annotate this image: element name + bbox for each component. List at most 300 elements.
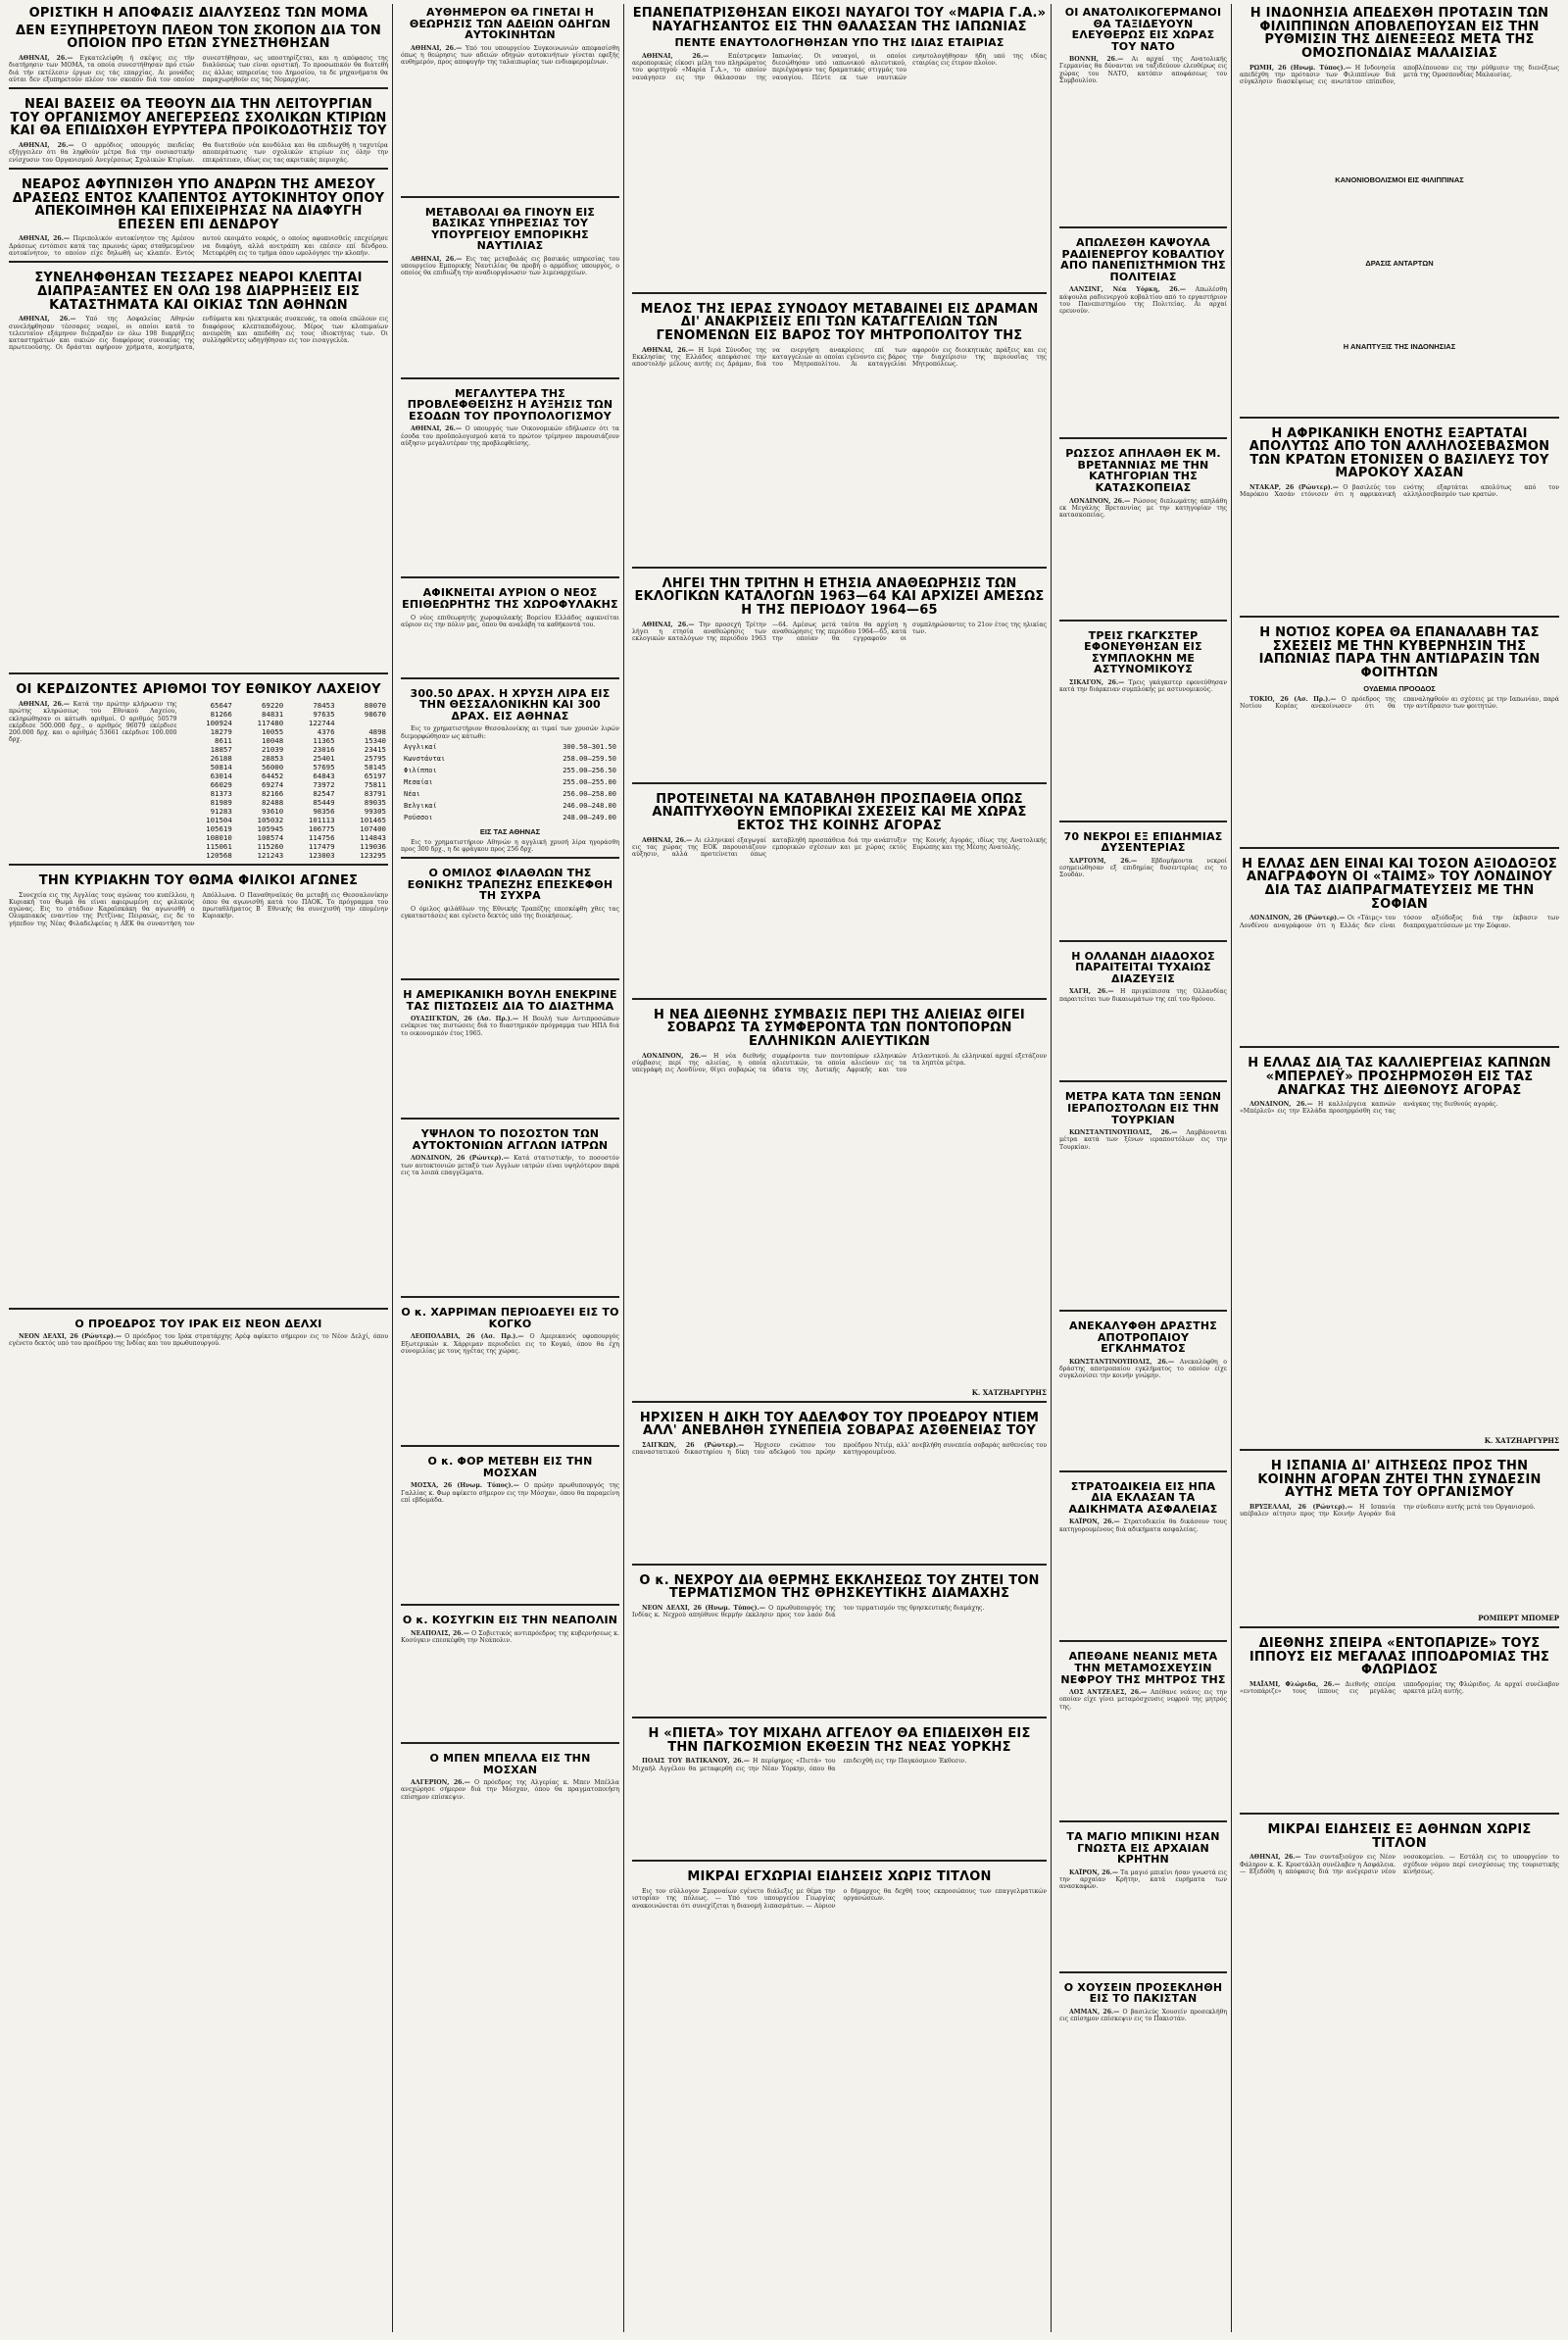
column-2 (397, 4, 624, 2332)
article-text: Ο Αμερικανός υφυπουργός Εξωτερικών κ. Χάρριμαν περιοδεύει εις το Κογκό, όπου θα έχη συνομιλίας με τους ηγέτας της χώρας. (401, 1333, 619, 1355)
article-gold-sovereign (401, 685, 619, 860)
article-burley-tobacco (1240, 1054, 1559, 1451)
article-text: Ο πρόεδρος της Νοτίου Κορέας ανεκοίνωσεν ότι θα επαναληφθούν αι σχέσεις με την Ιαπωνίαν, παρά την αντίδρασιν των φοιτητών. (1240, 695, 1559, 710)
article-hussein (1059, 1979, 1227, 2027)
filler-text (1240, 354, 1559, 413)
headline: ΑΥΘΗΜΕΡΟΝ ΘΑ ΓΙΝΕΤΑΙ Η ΘΕΩΡΗΣΙΣ ΤΩΝ ΑΔΕΙΩΝ ΟΔΗΓΩΝ ΑΥΤΟΚΙΝΗΤΩΝ (409, 6, 612, 42)
lottery-row (182, 833, 388, 842)
article-body (632, 1758, 1047, 1856)
article-body (632, 347, 1047, 563)
article-korea (1240, 623, 1559, 849)
article-text: Ο πρόεδρος της Αλγερίας κ. Μπεν Μπέλλα ανεχώρησε σήμερον διά την Μόσχαν, όπου θα πραγματοποιήση επίσημον επίσκεψιν. (401, 1779, 619, 1801)
column-1 (5, 4, 393, 2332)
article-text: Η νέα διεθνής σύμβασις περί της αλιείας, η οποία υπεγράφη εις Λονδίνον, θίγει σοβαρώς τα συμφέροντα των ποντοπόρων ελληνικών αλιευτικών, τα οποία αλιεύουν εις τα ύδατα της Δυτικής Αφρικής και του Ατλαντικού. Αι ελληνικαί αρχαί εξετάζουν τα ληπτέα μέτρα. (632, 1052, 1047, 1074)
lottery-number: 15340 (364, 735, 386, 745)
headline: Η ΑΦΡΙΚΑΝΙΚΗ ΕΝΟΤΗΣ ΕΞΑΡΤΑΤΑΙ ΑΠΟΛΥΤΩΣ ΑΠΟ ΤΟΝ ΑΛΛΗΛΟΣΕΒΑΣΜΟΝ ΤΩΝ ΚΡΑΤΩΝ ΕΤΟΝΙΣΕΝ Ο ΒΑΣΙΛΕΥΣ ΤΟΥ ΜΑΡΟΚΟΥ ΧΑΣΑΝ (1249, 425, 1550, 481)
lottery-number: 11365 (313, 735, 335, 745)
coin-price: 256.00—258.00 (563, 789, 616, 798)
article-text: Οι «Τάιμς» του Λονδίνου αναγράφουν ότι η Ελλάς δεν είναι τόσον αξιόδοξος διά την έκβασιν των διαπραγματεύσεων με την Σόφιαν. (1240, 915, 1559, 929)
article-body (1240, 1504, 1559, 1612)
subheadline: ΠΕΝΤΕ ΕΝΑΥΤΟΛΟΓΗΘΗΣΑΝ ΥΠΟ ΤΗΣ ΙΔΙΑΣ ΕΤΑΙΡΙΑΣ (674, 36, 1004, 50)
article-text: Ήρχισεν ενώπιον του επαναστατικού δικαστηρίου η δίκη του αδελφού του πρώην προέδρου Ντιέμ, αλλ' ανεβλήθη συνεπεία σοβαράς ασθενείας του κατηγορουμένου. (632, 1441, 1047, 1457)
article-body (632, 1442, 1047, 1560)
lottery-number: 63014 (210, 771, 232, 780)
dateline: ΚΑΪΡΟΝ, 26.— (1069, 1519, 1120, 1526)
article-burglars (9, 269, 388, 674)
article-budget (401, 385, 619, 579)
dateline: ΛΟΝΔΙΝΟΝ, 26 (Ρώυτερ).— (1250, 915, 1346, 922)
article-diem-trial (632, 1409, 1047, 1566)
article-text: Εις τας μεταβολάς εις βασικάς υπηρεσίας του υπουργείου Εμπορικής Ναυτιλίας θα προβή ο αρμόδιος υπουργός, ο οποίος θα επιδιώξη την αναδιοργάνωσιν των λιμεναρχείων. (401, 255, 619, 277)
headline: 300.50 ΔΡΑΧ. Η ΧΡΥΣΗ ΛΙΡΑ ΕΙΣ ΤΗΝ ΘΕΣΣΑΛΟΝΙΚΗΝ ΚΑΙ 300 ΔΡΑΧ. ΕΙΣ ΑΘΗΝΑΣ (410, 686, 611, 722)
article-body (1240, 65, 1559, 173)
article-body (9, 892, 388, 1304)
headline: ΜΕΓΑΛΥΤΕΡΑ ΤΗΣ ΠΡΟΒΛΕΦΘΕΙΣΗΣ Η ΑΥΞΗΣΙΣ ΤΩΝ ΕΣΟΔΩΝ ΤΟΥ ΠΡΟΥΠΟΛΟΓΙΣΜΟΥ (407, 386, 613, 423)
rate-row (403, 754, 617, 764)
dateline: ΡΩΜΗ, 26 (Ηνωμ. Τύπος).— (1250, 64, 1351, 72)
dateline: ΑΘΗΝΑΙ, 26.— (1250, 1854, 1301, 1862)
subheading: ΔΡΑΣΙΣ ΑΝΤΑΡΤΩΝ (1365, 258, 1434, 268)
article-fishing-convention (632, 1006, 1047, 1403)
dateline: ΠΟΛΙΣ ΤΟΥ ΒΑΤΙΚΑΝΟΥ, 26.— (642, 1758, 750, 1766)
article-holy-synod (632, 300, 1047, 569)
article-gangsters (1059, 627, 1227, 822)
article-body (401, 1779, 619, 1801)
gold-rates-table (401, 740, 619, 824)
dateline: ΑΘΗΝΑΙ, 26.— (19, 700, 71, 708)
lottery-number: 69220 (261, 700, 284, 710)
article-body (1240, 1101, 1559, 1434)
lottery-row (182, 824, 388, 833)
lottery-number: 81373 (210, 788, 232, 798)
lottery-number: 50814 (210, 762, 232, 772)
lottery-number: 25795 (364, 753, 386, 763)
article-text: Ο νέος επιθεωρητής χωροφυλακής Βορείου Ελλάδος αφικνείται αύριον εις την πόλιν μας, όπου θα αναλάβη τα καθήκοντά του. (401, 614, 619, 628)
dateline: ΑΘΗΝΑΙ, 26.— (411, 255, 463, 263)
headline: ΝΕΑΡΟΣ ΑΦΥΠΝΙΣΘΗ ΥΠΟ ΑΝΔΡΩΝ ΤΗΣ ΑΜΕΣΟΥ ΔΡΑΣΕΩΣ ΕΝΤΟΣ ΚΛΑΠΕΝΤΟΣ ΑΥΤΟΚΙΝΗΤΟΥ ΟΠΟΥ ΑΠΕΚΟΙΜΗΘΗ ΚΑΙ ΕΠΙΧΕΙΡΗΣΑΣ ΝΑ ΔΙΑΦΥΓΗ ΕΠΕΣΕΝ ΕΠΙ ΔΕΝΔΡΟΥ (12, 176, 385, 232)
newspaper-page (5, 4, 1563, 2332)
article-court-martial (1059, 1478, 1227, 1643)
article-text: Λαμβάνονται μέτρα κατά των ξένων ιεραποστόλων εις την Τουρκίαν. (1059, 1129, 1227, 1151)
article-text: Εγκατελείφθη ή σκέψις εις τήν διατήρησιν των ΜΟΜΑ, τα οποία συνεστήθησαν πρό ετών διά τήν εκτέλεσιν έργων εις τάς επαρχίας. Αι μονάδες αύται δεν εξυπηρετούν πλέον τον σκοπόν διά τον οποίον συνεστήθησαν, ως υποστηρίζεται, και η απόφασις της διαλύσεώς των είναι οριστική. Το προσωπικόν θα διατεθή εις άλλας υπηρεσίας του Δημοσίου, τα δε μηχανήματα θα παραχωρηθούν εις τας Νομαρχίας. (9, 54, 388, 83)
article-body (401, 1016, 619, 1114)
dateline: ΛΟΝΔΙΝΟΝ, 26.— (642, 1052, 708, 1060)
headline: Ο ΜΠΕΝ ΜΠΕΛΛΑ ΕΙΣ ΤΗΝ ΜΟΣΧΑΝ (429, 1751, 591, 1776)
lottery-number: 89035 (364, 797, 386, 807)
dateline: ΣΙΚΑΓΟΝ, 26.— (1069, 678, 1125, 686)
article-body (1059, 1689, 1227, 1817)
headline: Ο κ. ΦΟΡ ΜΕΤΕΒΗ ΕΙΣ ΤΗΝ ΜΟΣΧΑΝ (427, 1455, 593, 1479)
article-body (401, 906, 619, 974)
lottery-number: 64452 (261, 771, 284, 780)
article-body (1059, 56, 1227, 223)
article-text: Ο υπουργός των Οικονομικών εδήλωσεν ότι τα έσοδα του προϋπολογισμού κατά το πρώτον τρίμηνον παρουσιάζουν αύξησιν μεγαλυτέραν της προβλεφθείσης. (401, 425, 619, 448)
article-text: Ανεκαλύφθη ο δράστης αποτροπαίου εγκλήματος το οποίον είχε συγκλονίσει την κοινήν γνώμην. (1059, 1358, 1227, 1380)
dateline: ΛΟΝΔΙΝΟΝ, 26.— (1069, 497, 1131, 505)
headline: Η ΝΟΤΙΟΣ ΚΟΡΕΑ ΘΑ ΕΠΑΝΑΛΑΒΗ ΤΑΣ ΣΧΕΣΕΙΣ ΜΕ ΤΗΝ ΚΥΒΕΡΝΗΣΙΝ ΤΗΣ ΙΑΠΩΝΙΑΣ ΠΑΡΑ ΤΗΝ ΑΝΤΙΔΡΑΣΙΝ ΤΩΝ ΦΟΙΤΗΤΩΝ (1258, 625, 1541, 681)
article-text: Ο όμιλος φιλάθλων της Εθνικής Τραπέζης επεσκέφθη χθες τας εγκαταστάσεις και εγένετο δεκτός υπό της διοικήσεως. (401, 906, 619, 921)
byline: ΡΟΜΠΕΡΤ ΜΠΟΜΕΡ (1478, 1614, 1559, 1623)
lottery-number: 83791 (364, 788, 386, 798)
article-spain-ecm (1240, 1457, 1559, 1628)
article-text: Απωλέσθη κάψουλα ραδιενεργού κοβαλτίου από το εργαστήριον του Πανεπιστημίου της Πολιτείας. Αι αρχαί ερευνούν. (1059, 286, 1227, 316)
lottery-number: 101113 (308, 815, 335, 824)
article-athens-news (1240, 1820, 1559, 1879)
article-gendarmerie (401, 584, 619, 678)
article-text: Η Βουλή των Αντιπροσώπων ενέκρινε τας πιστώσεις διά το διαστημικόν πρόγραμμα των ΗΠΑ διά το οικονομικόν έτος 1965. (401, 1016, 619, 1037)
lottery-number: 78453 (313, 700, 335, 710)
headline: Ο κ. ΚΟΣΥΓΚΙΝ ΕΙΣ ΤΗΝ ΝΕΑΠΟΛΙΝ (402, 1614, 618, 1627)
rate-row (403, 801, 617, 811)
article-text: Ο πρόεδρος του Ιράκ στρατάρχης Αρέφ αφίκετο σήμερον εις το Νέον Δελχί, όπου εγένετο δεκτός υπό του προέδρου της Ινδίας και του πρωθυπουργού. (9, 1333, 388, 1348)
article-us-congress (401, 986, 619, 1120)
article-text: Υπό της Ασφαλείας Αθηνών συνελήφθησαν τέσσαρες νεαροί, οι οποίοι κατά το τελευταίον εξάμηνον διέπραξαν εν όλω 198 διαρρήξεις καταστημάτων και οικιών εις διαφόρους συνοικίας της πρωτευούσης. Οι δράσται αφήρουν χρήματα, κοσμήματα, ενδύματα και ηλεκτρικάς συσκευάς, τα οποία επώλουν εις διαφόρους κλεπταποδόχους. Μέρος των κλοπιμαίων ανευρέθη και απεδόθη εις τους ιδιοκτήτας των. Οι συλληφθέντες ωδηγήθησαν εις τον εισαγγελέα. (9, 316, 388, 352)
lottery-number: 122744 (308, 718, 335, 727)
article-body (9, 235, 388, 257)
article-trade-relations (632, 790, 1047, 1000)
lottery-number: 56000 (261, 762, 284, 772)
lottery-number: 101465 (360, 815, 386, 824)
coin-name: Κωνστάνται (404, 754, 446, 763)
rate-row (403, 777, 617, 787)
lottery-number: 98670 (364, 709, 386, 719)
lottery-number: 115260 (257, 841, 284, 851)
dateline: ΛΟΝΔΙΝΟΝ, 26.— (1250, 1101, 1313, 1109)
dateline: ΑΘΗΝΑΙ, 26.— (411, 425, 463, 433)
coin-name: Ρούσσοι (404, 813, 433, 821)
article-body (1240, 696, 1559, 843)
headline: Ο κ. ΧΑΡΡΙΜΑΝ ΠΕΡΙΟΔΕΥΕΙ ΕΙΣ ΤΟ ΚΟΓΚΟ (401, 1306, 619, 1330)
headline: ΑΦΙΚΝΕΙΤΑΙ ΑΥΡΙΟΝ Ο ΝΕΟΣ ΕΠΙΘΕΩΡΗΤΗΣ ΤΗΣ ΧΩΡΟΦΥΛΑΚΗΣ (402, 586, 618, 612)
lottery-number: 65197 (364, 771, 386, 780)
article-body (632, 53, 1047, 288)
article-text: Επέστρεψαν αεροπορικώς είκοσι μέλη του πληρώματος του φορτηγού «Μαρία Γ.Α.», το οποίον ναυάγησεν εις την θάλασσαν της Ιαπωνίας. Οι ναυαγοί, οι οποίοι διεσώθησαν υπό ιαπωνικού αλιευτικού, περιέγραψαν τας δραματικάς στιγμάς του ναυαγίου. Πέντε εκ των ναυτικών ενηυτολογήθησαν ήδη υπό της ιδίας εταιρίας εις έτερον πλοίον. (632, 52, 1047, 81)
headline: Η ΝΕΑ ΔΙΕΘΝΗΣ ΣΥΜΒΑΣΙΣ ΠΕΡΙ ΤΗΣ ΑΛΙΕΙΑΣ ΘΙΓΕΙ ΣΟΒΑΡΩΣ ΤΑ ΣΥΜΦΕΡΟΝΤΑ ΤΩΝ ΠΟΝΤΟΠΟΡΩΝ ΕΛΛΗΝΙΚΩΝ ΑΛΙΕΥΤΙΚΩΝ (654, 1007, 1025, 1049)
article-lottery (9, 680, 388, 866)
lottery-number: 69274 (261, 779, 284, 789)
article-faure (401, 1453, 619, 1606)
lottery-number: 80070 (364, 700, 386, 710)
headline: Ο ΟΜΙΛΟΣ ΦΙΛΑΘΛΩΝ ΤΗΣ ΕΘΝΙΚΗΣ ΤΡΑΠΕΖΗΣ ΕΠΕΣΚΕΦΘΗ ΤΗ ΣΥΧΡΑ (407, 867, 613, 903)
headline: Ο κ. ΝΕΧΡΟΥ ΔΙΑ ΘΕΡΜΗΣ ΕΚΚΛΗΣΕΩΣ ΤΟΥ ΖΗΤΕΙ ΤΟΝ ΤΕΡΜΑΤΙΣΜΟΝ ΤΗΣ ΘΡΗΣΚΕΥΤΙΚΗΣ ΔΙΑΜΑΧΗΣ (639, 1572, 1040, 1602)
headline: ΜΙΚΡΑΙ ΕΙΔΗΣΕΙΣ ΕΞ ΑΘΗΝΩΝ ΧΩΡΙΣ ΤΙΤΛΟΝ (1267, 1822, 1532, 1851)
article-text: Απέθανε νεάνις εις την οποίαν είχε γίνει μεταμόσχευσις νεφρού της μητρός της. (1059, 1689, 1227, 1711)
headline: Ο ΠΡΟΕΔΡΟΣ ΤΟΥ ΙΡΑΚ ΕΙΣ ΝΕΟΝ ΔΕΛΧΙ (74, 1317, 322, 1330)
headline: ΟΙ ΚΕΡΔΙΖΟΝΤΕΣ ΑΡΙΘΜΟΙ ΤΟΥ ΕΘΝΙΚΟΥ ΛΑΧΕΙΟΥ (16, 682, 381, 698)
article-body (9, 701, 176, 860)
lottery-number: 66029 (210, 779, 232, 789)
lottery-row (182, 798, 388, 807)
article-text: Διεθνής σπείρα «εντοπάριζε» τους ίππους εις μεγάλας ιπποδρομίας της Φλώριδος. Αι αρχαί συνέλαβον αρκετά μέλη αυτής. (1240, 1681, 1559, 1696)
coin-price: 248.00—249.00 (563, 813, 616, 821)
article-body (401, 1630, 619, 1738)
article-body (401, 425, 619, 573)
rate-row (403, 742, 617, 752)
column-3 (628, 4, 1052, 2332)
article-body (401, 45, 619, 192)
article-text: Η Ιερά Σύνοδος της Εκκλησίας της Ελλάδος απεφάσισε την αποστολήν μέλους αυτής εις Δράμαν, διά να ενεργήση ανακρίσεις επί των καταγγελιών αι οποίαι εγένοντο εις βάρος του Μητροπολίτου. Αι καταγγελίαι αφορούν εις διοικητικάς πράξεις και εις την διαχείρισιν της περιουσίας της Μητροπόλεως. (632, 346, 1047, 369)
lottery-number: 97635 (313, 709, 335, 719)
lottery-number: 93610 (261, 806, 284, 816)
article-body (401, 725, 619, 740)
article-text: Η Ινδονησία απεδέχθη την πρότασιν των Φιλιππίνων διά σύγκλησιν διασκέψεως εις ανωτάτον επίπεδον, αποβλέπουσαν εις την ρύθμισιν της διενέξεως μετά της Ομοσπονδίας Μαλαισίας. (1240, 64, 1559, 86)
lottery-number: 108010 (206, 832, 232, 842)
lottery-number: 21039 (261, 744, 284, 754)
article-body (401, 839, 619, 854)
lottery-number: 121243 (257, 850, 284, 860)
article-merchant-marine (401, 204, 619, 379)
lottery-row (182, 701, 388, 710)
dateline: ΑΜΜΑΝ, 26.— (1069, 2008, 1120, 2016)
lottery-row (182, 727, 388, 736)
byline: Κ. ΧΑΤΖΗΑΡΓΥΡΗΣ (971, 1387, 1047, 1397)
lottery-number: 123003 (308, 850, 335, 860)
lottery-number: 25401 (313, 753, 335, 763)
article-body (401, 256, 619, 373)
article-body (1240, 915, 1559, 1042)
article-text: Εβδομήκοντα νεκροί εσημειώθησαν εξ επιδημίας δυσεντερίας εις το Σουδάν. (1059, 857, 1227, 879)
article-text: Συνεχεία εις της Αγγλίας τους αγώνας του κυπέλλου, η Κυριακή του Θωμά θα είναι αφιερωμένη εις φιλικούς αγώνας. Εις το στάδιον Καραϊσκάκη θα αγωνισθή ο Ολυμπιακός εναντίον της Ρετζίνας Πειραιώς, εις δε το γήπεδον της Νέας Φιλαδελφείας η ΑΕΚ θα συναντήση τον Απόλλωνα. Ο Παναθηναϊκός θα μεταβή εις Θεσσαλονίκην όπου θα αγωνισθή κατά του ΠΑΟΚ. Το πρόγραμμα του πρωταθλήματος Β΄ Εθνικής θα συνεχισθή την επομένην Κυριακήν. (9, 891, 388, 927)
article-stolen-car (9, 175, 388, 263)
headline: Η ΕΛΛΑΣ ΔΕΝ ΕΙΝΑΙ ΚΑΙ ΤΟΣΟΝ ΑΞΙΟΔΟΞΟΣ ΑΝΑΓΡΑΦΟΥΝ ΟΙ «ΤΑΙΜΣ» ΤΟΥ ΛΟΝΔΙΝΟΥ ΔΙΑ ΤΑΣ ΔΙΑΠΡΑΓΜΑΤΕΥΣΕΙΣ ΜΕ ΤΗΝ ΣΟΦΙΑΝ (1242, 856, 1557, 912)
article-text: Η Ισπανία υπέβαλεν αίτησιν προς την Κοινήν Αγοράν διά την σύνδεσιν αυτής μετά του Οργανισμού. (1240, 1504, 1536, 1519)
headline: ΟΙ ΑΝΑΤΟΛΙΚΟΓΕΡΜΑΝΟΙ ΘΑ ΤΑΞΙΔΕΥΟΥΝ ΕΛΕΥΘΕΡΩΣ ΕΙΣ ΧΩΡΑΣ ΤΟΥ ΝΑΤΟ (1064, 6, 1222, 53)
dateline: ΑΘΗΝΑΙ, 26.— (19, 142, 74, 150)
lottery-row (182, 763, 388, 772)
dateline: ΜΑΪΑΜΙ, Φλώριδα, 26.— (1250, 1681, 1341, 1689)
article-local-news (632, 1867, 1047, 1914)
dateline: ΑΘΗΝΑΙ, 26.— (411, 44, 463, 52)
headline: ΣΤΡΑΤΟΔΙΚΕΙΑ ΕΙΣ ΗΠΑ ΔΙΑ ΕΚΛΑΣΑΝ ΤΑ ΑΔΙΚΗΜΑΤΑ ΑΣΦΑΛΕΙΑΣ (1068, 1479, 1218, 1516)
lottery-number: 57695 (313, 762, 335, 772)
article-east-germans (1059, 4, 1227, 228)
lottery-number: 114756 (308, 832, 335, 842)
article-horse-doping (1240, 1634, 1559, 1815)
lottery-number: 82166 (261, 788, 284, 798)
lottery-number: 105945 (257, 823, 284, 833)
lottery-row (182, 789, 388, 798)
lottery-number: 101504 (206, 815, 232, 824)
article-text: Ο πρωθυπουργός της Ινδίας κ. Νεχρού απηύθυνε θερμήν έκκλησιν προς τον λαόν διά τον τερματισμόν της θρησκευτικής διαμάχης. (632, 1605, 985, 1619)
article-morocco (1240, 424, 1559, 619)
rate-row (403, 789, 617, 799)
article-pieta (632, 1724, 1047, 1862)
article-text: Ο Σοβιετικός αντιπρόεδρος της κυβερνήσεως κ. Κοσύγκιν επεσκέφθη την Νεάπολιν. (401, 1629, 619, 1645)
dateline: ΣΑΙΓΚΩΝ, 26 (Ρώυτερ).— (642, 1441, 745, 1449)
article-text: Κατά την πρώτην κλήρωσιν της πρώτης κληρώσεως του Εθνικού Λαχείου, εκληρώθησαν οι κάτωθι αριθμοί. Ο αριθμός 50579 εκέρδισε 500.000 δρχ., ο αριθμός 96079 εκέρδισε 200.000 δρχ. και ο αριθμός 53661 εκέρδισε 100.000 δρχ. (9, 700, 177, 744)
lottery-number: 114843 (360, 832, 386, 842)
headline: ΑΠΩΛΕΣΘΗ ΚΑΨΟΥΛΑ ΡΑΔΙΕΝΕΡΓΟΥ ΚΟΒΑΛΤΙΟΥ ΑΠΟ ΠΑΝΕΠΙΣΤΗΜΙΟΝ ΤΗΣ ΠΟΛΙΤΕΙΑΣ (1060, 236, 1226, 283)
headline: ΡΩΣΣΟΣ ΑΠΗΛΑΘΗ ΕΚ Μ. ΒΡΕΤΑΝΝΙΑΣ ΜΕ ΤΗΝ ΚΑΤΗΓΟΡΙΑΝ ΤΗΣ ΚΑΤΑΣΚΟΠΕΙΑΣ (1065, 447, 1221, 495)
article-electoral-lists (632, 574, 1047, 784)
lottery-number: 99305 (364, 806, 386, 816)
article-body (632, 837, 1047, 994)
article-body (9, 55, 388, 83)
article-times-sofia (1240, 855, 1559, 1049)
headline: ΔΙΕΘΝΗΣ ΣΠΕΙΡΑ «ΕΝΤΟΠΑΡΙΖΕ» ΤΟΥΣ ΙΠΠΟΥΣ ΕΙΣ ΜΕΓΑΛΑΣ ΙΠΠΟΔΡΟΜΙΑΣ ΤΗΣ ΦΛΩΡΙΔΟΣ (1249, 1636, 1550, 1678)
lottery-number: 105619 (206, 823, 232, 833)
article-text: Τρεις γκάγκστερ εφονεύθησαν κατά την διάρκειαν συμπλοκής με αστυνομικούς. (1059, 678, 1227, 694)
lottery-number: 84831 (261, 709, 284, 719)
article-dysentery (1059, 828, 1227, 942)
article-text: Εις τον σύλλογον Σμυρναίων εγένετο διάλεξις με θέμα την ιστορίαν της πόλεως. — Υπό του υπουργείου Γεωργίας ανακοινώνεται ότι συνεχίζεται η διανομή λιπασμάτων. — Αύριον ο δήμαρχος θα δεχθή τους εκπροσώπους των επαγγελματικών οργανώσεων. (632, 1888, 1047, 1910)
headline: 70 ΝΕΚΡΟΙ ΕΞ ΕΠΙΔΗΜΙΑΣ ΔΥΣΕΝΤΕΡΙΑΣ (1063, 829, 1223, 855)
article-harriman (401, 1304, 619, 1447)
lottery-number: 58145 (364, 762, 386, 772)
lottery-row (182, 851, 388, 860)
lottery-number: 117479 (308, 841, 335, 851)
article-text: Ο βασιλεύς Χουσείν προσεκλήθη εις επίσημον επίσκεψιν εις το Πακιστάν. (1059, 2008, 1227, 2023)
coin-price: 246.00—248.00 (563, 801, 616, 810)
filler-text (1240, 271, 1559, 339)
lottery-number: 105032 (257, 815, 284, 824)
article-text: Στρατοδικεία θα δικάσουν τους κατηγορουμένους διά αδικήματα ασφαλείας. (1059, 1519, 1227, 1533)
lottery-number: 106775 (308, 823, 335, 833)
subheadline: ΔΕΝ ΕΞΥΠΗΡΕΤΟΥΝ ΠΛΕΟΝ ΤΟΝ ΣΚΟΠΟΝ ΔΙΑ ΤΟΝ ΟΠΟΙΟΝ ΠΡΟ ΕΤΩΝ ΣΥΝΕΣΤΗΘΗΣΑΝ (16, 23, 381, 52)
lottery-number: 115061 (206, 841, 232, 851)
article-body (1240, 484, 1559, 612)
headline: ΤΡΕΙΣ ΓΚΑΓΚΣΤΕΡ ΕΦΟΝΕΥΘΗΣΑΝ ΕΙΣ ΣΥΜΠΛΟΚΗΝ ΜΕ ΑΣΤΥΝΟΜΙΚΟΥΣ (1084, 628, 1202, 676)
article-body (1059, 2009, 1227, 2023)
headline: Η ΙΝΔΟΝΗΣΙΑ ΑΠΕΔΕΧΘΗ ΠΡΟΤΑΣΙΝ ΤΩΝ ΦΙΛΙΠΠΙΝΩΝ ΑΠΟΒΛΕΠΟΥΣΑΝ ΕΙΣ ΤΗΝ ΡΥΘΜΙΣΙΝ ΤΗΣ ΔΙΕΝΕΞΕΩΣ ΜΕΤΑ ΤΗΣ ΟΜΟΣΠΟΝΔΙΑΣ ΜΑΛΑΙΣΙΑΣ (1250, 6, 1549, 61)
article-body (9, 142, 388, 164)
dateline: ΟΥΑΣΙΓΚΤΩΝ, 26 (Ασ. Πρ.).— (411, 1016, 519, 1023)
article-body (632, 1053, 1047, 1386)
lottery-number: 81989 (210, 797, 232, 807)
lottery-number: 23016 (313, 744, 335, 754)
column-4 (1055, 4, 1232, 2332)
byline: Κ. ΧΑΤΖΗΑΡΓΥΡΗΣ (1484, 1436, 1559, 1446)
article-bank-club (401, 865, 619, 980)
dateline: ΑΛΓΕΡΙΟΝ, 26.— (411, 1779, 470, 1787)
lottery-row (182, 745, 388, 754)
subheading: ΚΑΝΟΝΙΟΒΟΛΙΣΜΟΙ ΕΙΣ ΦΙΛΙΠΠΙΝΑΣ (1335, 174, 1464, 184)
lottery-number: 91283 (210, 806, 232, 816)
dateline: ΝΕΟΝ ΔΕΛΧΙ, 26 (Ηνωμ. Τύπος).— (642, 1605, 765, 1613)
article-body (1240, 1681, 1559, 1809)
article-indonesia (1240, 4, 1559, 419)
lottery-number: 107400 (360, 823, 386, 833)
article-body (401, 1482, 619, 1600)
lottery-row (182, 710, 388, 719)
dateline: ΑΘΗΝΑΙ, 26.— (19, 54, 74, 62)
dateline: ΑΘΗΝΑΙ, 26.— (642, 621, 695, 628)
headline: ΣΥΝΕΛΗΦΘΗΣΑΝ ΤΕΣΣΑΡΕΣ ΝΕΑΡΟΙ ΚΛΕΠΤΑΙ ΔΙΑΠΡΑΞΑΝΤΕΣ ΕΝ ΟΛΩ 198 ΔΙΑΡΡΗΞΕΙΣ ΕΙΣ ΚΑΤΑΣΤΗΜΑΤΑ ΚΑΙ ΟΙΚΙΑΣ ΤΩΝ ΑΘΗΝΩΝ (34, 271, 363, 313)
lottery-row (182, 842, 388, 851)
article-school-buildings (9, 95, 388, 170)
article-text: Περιπολικόν αυτοκίνητον της Αμέσου Δράσεως εντόπισε κατά τας πρωινάς ώρας σταθμευμένον αυτοκίνητον, το οποίον είχε δηλωθή ως κλαπέν. Εντός αυτού εκοιμάτο νεαρός, ο οποίος αφυπνισθείς επεχείρησε να διαφύγη, αλλά ανετράπη και επέσεν επί δένδρου. Μετεφέρθη εις το τμήμα όπου ωμολόγησε την κλοπήν. (9, 235, 388, 258)
article-body (1059, 1359, 1227, 1467)
article-text: Αι ελληνικαί εξαγωγαί εις τας χώρας της ΕΟΚ παρουσιάζουν αύξησιν, αλλά προτείνεται όπως καταβληθή προσπάθεια διά την ανάπτυξιν εμπορικών σχέσεων και με χώρας εκτός της Κοινής Αγοράς, ιδίως της Ανατολικής Ευρώπης και της Μέσης Ανατολής. (632, 836, 1047, 859)
lottery-number: 65647 (210, 700, 232, 710)
dateline: ΑΘΗΝΑΙ, 26.— (19, 235, 71, 243)
lottery-number: 81266 (210, 709, 232, 719)
dateline: ΝΕΟΝ ΔΕΛΧΙ, 26 (Ρώυτερ).— (19, 1333, 122, 1341)
article-body (9, 316, 388, 669)
article-russian-spy (1059, 445, 1227, 621)
lottery-number: 98356 (313, 806, 335, 816)
headline: ΛΗΓΕΙ ΤΗΝ ΤΡΙΤΗΝ Η ΕΤΗΣΙΑ ΑΝΑΘΕΩΡΗΣΙΣ ΤΩΝ ΕΚΛΟΓΙΚΩΝ ΚΑΤΑΛΟΓΩΝ 1963—64 ΚΑΙ ΑΡΧΙΖΕΙ ΑΜΕΣΩΣ Η ΤΗΣ ΠΕΡΙΟΔΟΥ 1964—65 (634, 575, 1045, 619)
subheading: ΟΥΔΕΜΙΑ ΠΡΟΟΔΟΣ (1363, 683, 1436, 693)
lottery-number: 100924 (206, 718, 232, 727)
headline: ΗΡΧΙΣΕΝ Η ΔΙΚΗ ΤΟΥ ΑΔΕΛΦΟΥ ΤΟΥ ΠΡΟΕΔΡΟΥ ΝΤΙΕΜ ΑΛΛ' ΑΝΕΒΛΗΘΗ ΣΥΝΕΠΕΙΑ ΣΟΒΑΡΑΣ ΑΣΘΕΝΕΙΑΣ ΤΟΥ (639, 1410, 1040, 1439)
article-body (401, 615, 619, 673)
article-driver-licenses (401, 4, 619, 198)
headline: ΠΡΟΤΕΙΝΕΤΑΙ ΝΑ ΚΑΤΑΒΛΗΘΗ ΠΡΟΣΠΑΘΕΙΑ ΟΠΩΣ ΑΝΑΠΤΥΧΘΟΥΝ ΕΜΠΟΡΙΚΑΙ ΣΧΕΣΕΙΣ ΚΑΙ ΜΕ ΧΩΡΑΣ ΕΚΤΟΣ ΤΗΣ ΚΟΙΝΗΣ ΑΓΟΡΑΣ (652, 791, 1027, 833)
lottery-number: 117480 (257, 718, 284, 727)
article-body (1059, 1519, 1227, 1636)
dateline: ΛΑΝΣΙΝΓ, Νέα Υόρκη, 26.— (1069, 286, 1187, 294)
headline: Η ΟΛΛΑΝΔΗ ΔΙΑΔΟΧΟΣ ΠΑΡΑΙΤΕΙΤΑΙ ΤΥΧΑΙΩΣ ΔΙΑΖΕΥΞΙΣ (1071, 949, 1215, 985)
article-body (632, 1605, 1047, 1713)
coin-price: 258.00—259.50 (563, 754, 616, 763)
headline: ΝΕΑΙ ΒΑΣΕΙΣ ΘΑ ΤΕΘΟΥΝ ΔΙΑ ΤΗΝ ΛΕΙΤΟΥΡΓΙΑΝ ΤΟΥ ΟΡΓΑΝΙΣΜΟΥ ΑΝΕΓΕΡΣΕΩΣ ΣΧΟΛΙΚΩΝ ΚΤΙΡΙΩΝ ΚΑΙ ΘΑ ΕΠΙΔΙΩΧΘΗ ΕΥΡΥΤΕΡΑ ΠΡΟΙΚΟΔΟΤΗΣΙΣ ΤΟΥ (10, 97, 387, 139)
dateline: ΜΟΣΧΑ, 26 (Ηνωμ. Τύπος).— (411, 1482, 519, 1490)
coin-price: 255.00—256.50 (563, 766, 616, 774)
headline: Ο ΧΟΥΣΕΙΝ ΠΡΟΣΕΚΛΗΘΗ ΕΙΣ ΤΟ ΠΑΚΙΣΤΑΝ (1063, 1980, 1223, 2006)
dateline: ΝΤΑΚΑΡ, 26 (Ρώυτερ).— (1250, 484, 1339, 492)
article-iraq (9, 1316, 388, 1352)
lottery-row (182, 736, 388, 745)
article-text: Η καλλιέργεια καπνών «Μπέρλεϋ» εις την Ελλάδα προσηρμόσθη εις τας ανάγκας της διεθνούς αγοράς. (1240, 1101, 1498, 1116)
article-cobalt (1059, 234, 1227, 439)
dateline: ΧΑΓΗ, 26.— (1069, 988, 1114, 996)
article-shipwreck (632, 4, 1047, 294)
headline: ΜΕΛΟΣ ΤΗΣ ΙΕΡΑΣ ΣΥΝΟΔΟΥ ΜΕΤΑΒΑΙΝΕΙ ΕΙΣ ΔΡΑΜΑΝ ΔΙ' ΑΝΑΚΡΙΣΕΙΣ ΕΠΙ ΤΩΝ ΚΑΤΑΓΓΕΛΙΩΝ ΤΩΝ ΓΕΝΟΜΕΝΩΝ ΕΙΣ ΒΑΡΟΣ ΤΟΥ ΜΗΤΡΟΠΟΛΙΤΟΥ ΤΗΣ (640, 301, 1039, 344)
headline: ΜΙΚΡΑΙ ΕΓΧΩΡΙΑΙ ΕΙΔΗΣΕΙΣ ΧΩΡΙΣ ΤΙΤΛΟΝ (687, 1869, 992, 1885)
article-body (1059, 498, 1227, 616)
coin-name: Βελγικαί (404, 801, 437, 810)
lottery-row (182, 780, 388, 789)
headline: Η ΙΣΠΑΝΙΑ ΔΙ' ΑΙΤΗΣΕΩΣ ΠΡΟΣ ΤΗΝ ΚΟΙΝΗΝ ΑΓΟΡΑΝ ΖΗΤΕΙ ΤΗΝ ΣΥΝΔΕΣΙΝ ΑΥΤΗΣ ΜΕΤΑ ΤΟΥ ΟΡΓΑΝΙΣΜΟΥ (1257, 1459, 1542, 1501)
rate-row (403, 766, 617, 775)
article-doctors (401, 1125, 619, 1298)
dateline: ΚΩΝΣΤΑΝΤΙΝΟΥΠΟΛΙΣ, 26.— (1069, 1129, 1178, 1137)
rate-row (403, 813, 617, 822)
article-text: Εις το χρηματιστήριον Αθηνών η αγγλική χρυσή λίρα ηγοράσθη προς 300 δρχ., η δε φράγκου προς 256 δρχ. (401, 838, 619, 854)
lottery-number: 120568 (206, 850, 232, 860)
lottery-number: 85449 (313, 797, 335, 807)
column-5 (1236, 4, 1563, 2332)
lottery-row (182, 807, 388, 816)
article-body (1059, 1869, 1227, 1967)
article-text: Την προσεχή Τρίτην λήγει η ετησία αναθεώρησις των εκλογικών καταλόγων της περιόδου 1963—64. Αμέσως μετά ταύτα θα αρχίση η αναθεώρησις της περιόδου 1964—65, κατά την οποίαν θα εγγραφούν οι συμπληρώσαντες το 21ον έτος της ηλικίας των. (632, 621, 1047, 643)
article-text: Ο πρώην πρωθυπουργός της Γαλλίας κ. Φωρ αφίκετο σήμερον εις την Μόσχαν, όπου θα παραμείνη επί εβδομάδα. (401, 1482, 619, 1504)
subheading: ΕΙΣ ΤΑΣ ΑΘΗΝΑΣ (479, 826, 541, 836)
coin-price: 300.50—301.50 (563, 742, 616, 751)
lottery-number: 123295 (360, 850, 386, 860)
headline: ΑΝΕΚΑΛΥΦΘΗ ΔΡΑΣΤΗΣ ΑΠΟΤΡΟΠΑΙΟΥ ΕΓΚΛΗΜΑΤΟΣ (1069, 1319, 1217, 1356)
article-text: Ρώσσος διπλωμάτης απηλάθη εκ Μεγάλης Βρεταννίας με την κατηγορίαν της κατασκοπείας. (1059, 497, 1227, 520)
article-text: Η πριγκίπισσα της Ολλανδίας παραιτείται των δικαιωμάτων της επί του θρόνου. (1059, 988, 1227, 1003)
article-text: Τα μαγιό μπικίνι ήσαν γνωστά εις την αρχαίαν Κρήτην, κατά ευρήματα των ανασκαφών. (1059, 1868, 1227, 1891)
article-text: Υπό του υπουργείου Συγκοινωνιών απεφασίσθη όπως η θεώρησις των αδειών οδηγών αυτοκινήτων γίνεται εφεξής αυθημερόν, προς αποφυγήν της ταλαιπωρίας των ενδιαφερομένων. (401, 44, 619, 67)
article-nehru (632, 1571, 1047, 1718)
article-text: Η περίφημος «Πιετά» του Μιχαήλ Αγγέλου θα μεταφερθή εις την Νέαν Υόρκην, όπου θα επιδειχθή εις την Παγκόσμιον Έκθεσιν. (632, 1758, 967, 1772)
lottery-number: 23415 (364, 744, 386, 754)
headline: ΑΠΕΘΑΝΕ ΝΕΑΝΙΣ ΜΕΤΑ ΤΗΝ ΜΕΤΑΜΟΣΧΕΥΣΙΝ ΝΕΦΡΟΥ ΤΗΣ ΜΗΤΡΟΣ ΤΗΣ (1060, 1650, 1226, 1686)
article-body (1059, 858, 1227, 936)
lottery-number: 18857 (210, 744, 232, 754)
lottery-number: 10055 (261, 726, 284, 736)
article-body (632, 622, 1047, 778)
article-text: Εις το χρηματιστήριον Θεσσαλονίκης αι τιμαί των χρυσών λιρών διεμορφώθησαν ως κάτωθι: (401, 725, 619, 740)
dateline: ΤΟΚΙΟ, 26 (Ασ. Πρ.).— (1250, 695, 1337, 703)
lottery-number: 26188 (210, 753, 232, 763)
dateline: ΑΘΗΝΑΙ, 26.— (19, 316, 76, 324)
lottery-number: 10048 (261, 735, 284, 745)
lottery-number: 108574 (257, 832, 284, 842)
